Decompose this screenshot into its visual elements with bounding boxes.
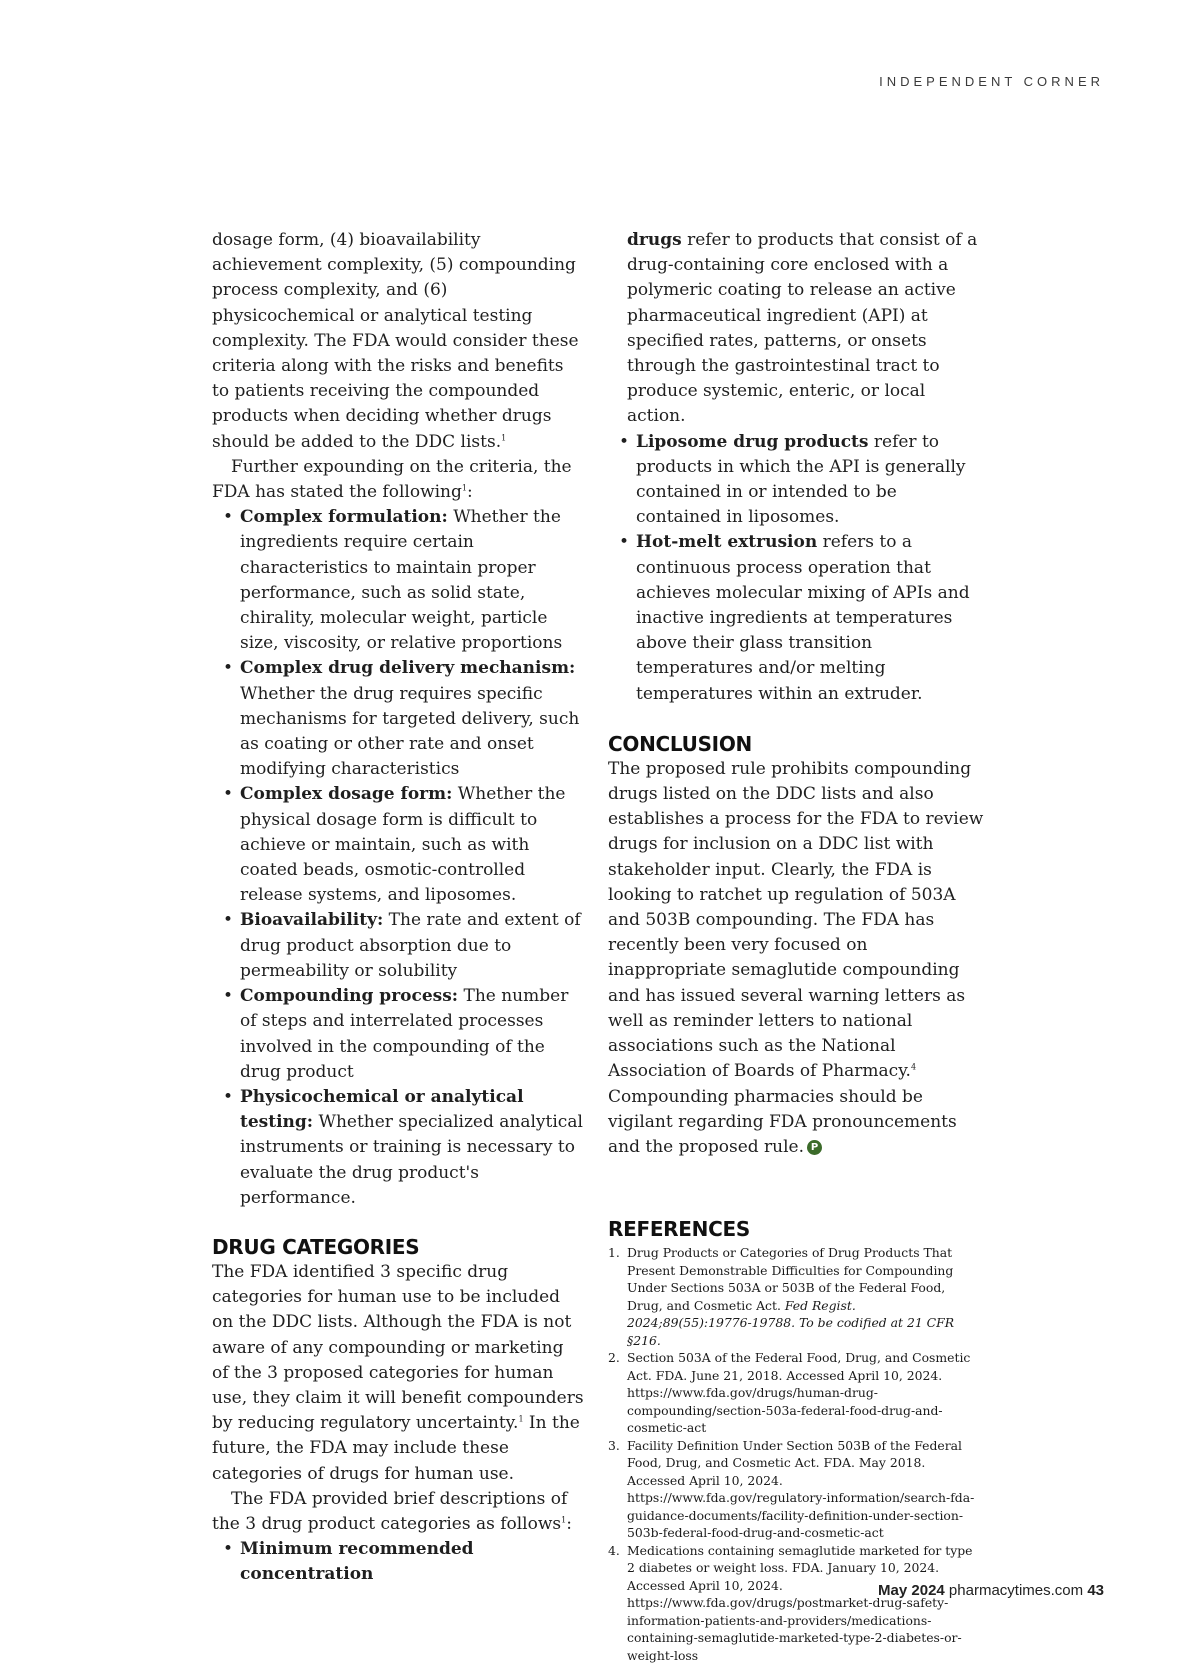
list-item: 1. Drug Products or Categories of Drug Products That Present Demonstrable Difficulties for Compounding Under Sections 503A or 503B of the Federal Food, Drug, and Cosmetic Act. Fed Regist. 2024;89(55):19776-19788. To be codified at 21 CFR §216. <box>608 1245 955 1348</box>
page-footer: May 2024 pharmacytimes.com 43 <box>878 1582 1104 1599</box>
references-list <box>608 1244 984 1664</box>
left-column <box>212 228 584 1588</box>
conclusion-paragraph: The proposed rule prohibits compounding drugs listed on the DDC lists and also establishes a process for the FDA to review drugs for inclusion on a DDC list with stakeholder input. Clearly, the FDA is looking to ratchet up regulation of 503A and 503B compounding. The FDA has recently been very focused on inappropriate semaglutide compounding and has issued several warning letters as well as reminder letters to national associations such as the National Association of Boards of Pharmacy.$^4$ Compounding pharmacies should be vigilant regarding FDA pronouncements and the proposed rule. P <box>608 758 984 1157</box>
list-item: • Complex formulation: Whether the ingredients require certain characteristics to maintain proper performance, such as solid state, chirality, molecular weight, particle size, viscosity, or relative proportions <box>223 507 563 654</box>
list-item: • Physicochemical or analytical testing: Whether specialized analytical instruments or training is necessary to evaluate the drug product's performance. <box>223 1086 583 1208</box>
footnote-ref: 1 <box>518 1414 524 1424</box>
list-item: 2. Section 503A of the Federal Food, Drug, and Cosmetic Act. FDA. June 21, 2018. Accessed April 10, 2024. https://www.fda.gov/drugs/human-drug-compounding/section-503a-federal-food-drug-and-cosmetic-act <box>608 1350 971 1436</box>
list-item: • Bioavailability: The rate and extent of drug product absorption due to permeability or solubility <box>223 910 581 981</box>
list-item: 3. Facility Definition Under Section 503B of the Federal Food, Drug, and Cosmetic Act. FDA. May 2018. Accessed April 10, 2024. https://www.fda.gov/regulatory-information/search-fda-guidance-documents/facility-definition-under-section-503b-federal-food-drug-and-cosmetic-act <box>608 1437 975 1541</box>
list-item: • Hot-melt extrusion refers to a continuous process operation that achieves molecular mixing of APIs and inactive ingredients at temperatures above their glass transition temperatures and/or melting temperatures within an extruder. <box>619 532 970 704</box>
list-item: • Complex dosage form: Whether the physical dosage form is difficult to achieve or maintain, such as with coated beads, osmotic-controlled release systems, and liposomes. <box>223 784 566 906</box>
right-column <box>608 228 984 1664</box>
drug-categories-paragraph: The FDA identified 3 specific drug categories for human use to be included on the DDC lists. Although the FDA is not aware of any compounding or marketing of the 3 proposed categories for human use, they claim it will benefit compounders by reducing regulatory uncertainty.$^1$ In the future, the FDA may include these categories of drugs for human use. <box>212 1261 584 1484</box>
conclusion-heading: CONCLUSION <box>608 731 752 756</box>
page-number: 43 <box>1087 1582 1104 1599</box>
intro-paragraph: dosage form, (4) bioavailability achievement complexity, (5) compounding process complexity, and (6) physicochemical or analytical testing complexity. The FDA would consider these criteria along with the risks and benefits to patients receiving the compounded products when deciding whether drugs should be added to the DDC lists.$^1$ <box>212 230 579 452</box>
expound-paragraph: Further expounding on the criteria, the FDA has stated the following$^1$: <box>212 456 572 503</box>
footnote-ref: 1 <box>461 483 467 493</box>
list-item: drugs refer to products that consist of a drug-containing core enclosed with a polymeric coating to release an active pharmaceutical ingredient (API) at specified rates, patterns, or onsets through the gastrointestinal tract to produce systemic, enteric, or local action. <box>627 230 978 427</box>
list-item: 4. Medications containing semaglutide marketed for type 2 diabetes or weight loss. FDA. January 10, 2024. Accessed April 10, 2024. https://www.fda.gov/drugs/postmarket-drug-safety-information-patients-and-providers/medications-containing-semaglutide-marketed-type-2-diabetes-or-weight-loss <box>608 1542 973 1663</box>
references-heading: REFERENCES <box>608 1217 750 1242</box>
categories-list <box>212 1537 584 1587</box>
drug-categories-heading: DRUG CATEGORIES <box>212 1234 420 1259</box>
section-label: INDEPENDENT CORNER <box>879 74 1104 89</box>
end-mark-icon: P <box>807 1140 822 1155</box>
criteria-list <box>212 505 584 1211</box>
categories-list-continued <box>608 228 984 707</box>
list-item: • Minimum recommended concentration <box>223 1539 474 1585</box>
footnote-ref: 1 <box>561 1515 567 1525</box>
descriptions-paragraph: The FDA provided brief descriptions of the 3 drug product categories as follows$^1$: <box>212 1488 572 1534</box>
footnote-ref: 1 <box>501 432 507 442</box>
list-item: • Liposome drug products refer to products in which the API is generally contained in or intended to be contained in liposomes. <box>619 431 966 528</box>
footnote-ref: 4 <box>910 1062 917 1072</box>
list-item: • Compounding process: The number of steps and interrelated processes involved in the compounding of the drug product <box>223 986 569 1082</box>
list-item: • Complex drug delivery mechanism: Whether the drug requires specific mechanisms for targeted delivery, such as coating or other rate and onset modifying characteristics <box>223 658 580 780</box>
